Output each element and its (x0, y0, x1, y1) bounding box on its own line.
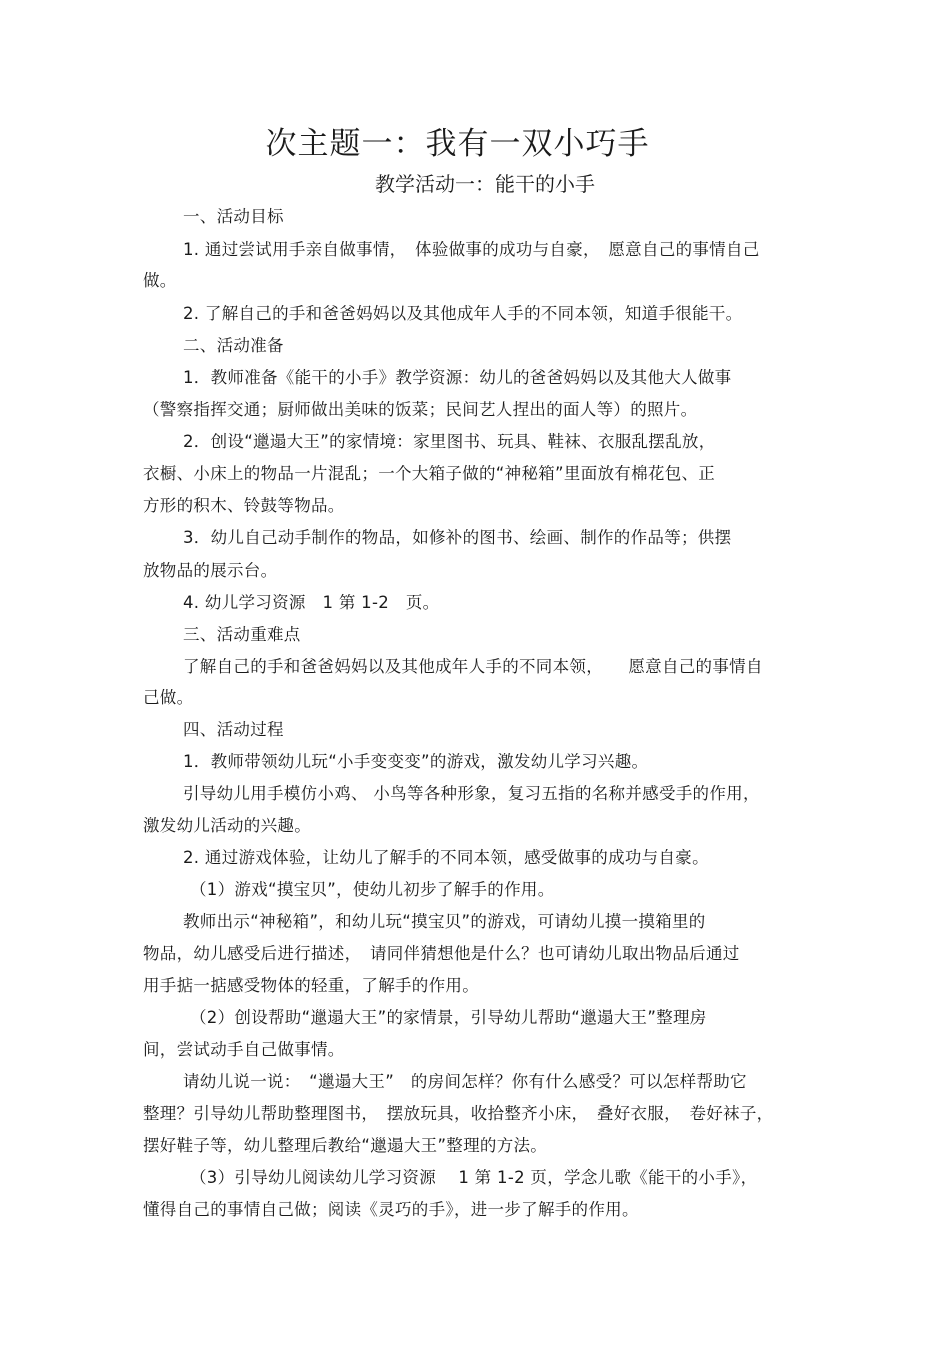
paragraph-line: 了解自己的手和爸爸妈妈以及其他成年人手的不同本领， 愿意自己的事情自 (183, 657, 763, 676)
page-title: 次主题一：我有一双小巧手 (265, 126, 650, 162)
paragraph-line: （警察指挥交通；厨师做出美味的饭菜；民间艺人捏出的面人等）的照片。 (143, 400, 698, 419)
paragraph-line: 方形的积木、铃鼓等物品。 (143, 496, 345, 515)
paragraph-line: 2. 了解自己的手和爸爸妈妈以及其他成年人手的不同本领，知道手很能干。 (183, 304, 743, 323)
paragraph-line: 教师出示“神秘箱”，和幼儿玩“摸宝贝”的游戏，可请幼儿摸一摸箱里的 (183, 912, 706, 931)
page-subtitle: 教学活动一：能干的小手 (375, 172, 595, 196)
paragraph-line: 激发幼儿活动的兴趣。 (143, 816, 311, 835)
paragraph-line: 间，尝试动手自己做事情。 (143, 1040, 345, 1059)
paragraph-line: 引导幼儿用手模仿小鸡、 小鸟等各种形象，复习五指的名称并感受手的作用， (183, 784, 760, 803)
paragraph-line: 1. 通过尝试用手亲自做事情， 体验做事的成功与自豪， 愿意自己的事情自己 (183, 240, 760, 259)
paragraph-line: 请幼儿说一说： “邋遢大王” 的房间怎样？你有什么感受？可以怎样帮助它 (183, 1072, 747, 1091)
paragraph-line: 2. 通过游戏体验，让幼儿了解手的不同本领，感受做事的成功与自豪。 (183, 848, 709, 867)
section-heading: 四、活动过程 (183, 720, 284, 739)
paragraph-line: （3）引导幼儿阅读幼儿学习资源 1 第 1-2 页，学念儿歌《能干的小手》， (190, 1168, 758, 1187)
paragraph-line: 懂得自己的事情自己做；阅读《灵巧的手》，进一步了解手的作用。 (143, 1200, 639, 1219)
paragraph-line: 用手掂一掂感受物体的轻重，了解手的作用。 (143, 976, 479, 995)
section-heading: 一、活动目标 (183, 207, 284, 226)
paragraph-line: 1．教师准备《能干的小手》教学资源：幼儿的爸爸妈妈以及其他大人做事 (183, 368, 732, 387)
paragraph-line: 4. 幼儿学习资源 1 第 1-2 页。 (183, 593, 440, 612)
paragraph-line: 放物品的展示台。 (143, 561, 278, 580)
paragraph-line: （2）创设帮助“邋遢大王”的家情景，引导幼儿帮助“邋遢大王”整理房 (190, 1008, 707, 1027)
paragraph-line: 1．教师带领幼儿玩“小手变变变”的游戏，激发幼儿学习兴趣。 (183, 752, 649, 771)
paragraph-line: 2．创设“邋遢大王”的家情境：家里图书、玩具、鞋袜、衣服乱摆乱放， (183, 432, 716, 451)
paragraph-line: 摆好鞋子等，幼儿整理后教给“邋遢大王”整理的方法。 (143, 1136, 548, 1155)
section-heading: 三、活动重难点 (183, 625, 301, 644)
section-heading: 二、活动准备 (183, 336, 284, 355)
paragraph-line: 衣橱、小床上的物品一片混乱；一个大箱子做的“神秘箱”里面放有棉花包、正 (143, 464, 716, 483)
paragraph-line: （1）游戏“摸宝贝”，使幼儿初步了解手的作用。 (190, 880, 555, 899)
paragraph-line: 3．幼儿自己动手制作的物品，如修补的图书、绘画、制作的作品等；供摆 (183, 528, 732, 547)
paragraph-line: 做。 (143, 271, 177, 290)
paragraph-line: 物品，幼儿感受后进行描述， 请同伴猜想他是什么？也可请幼儿取出物品后通过 (143, 944, 740, 963)
paragraph-line: 己做。 (143, 688, 194, 707)
paragraph-line: 整理？引导幼儿帮助整理图书， 摆放玩具，收拾整齐小床， 叠好衣服， 卷好袜子， (143, 1104, 774, 1123)
